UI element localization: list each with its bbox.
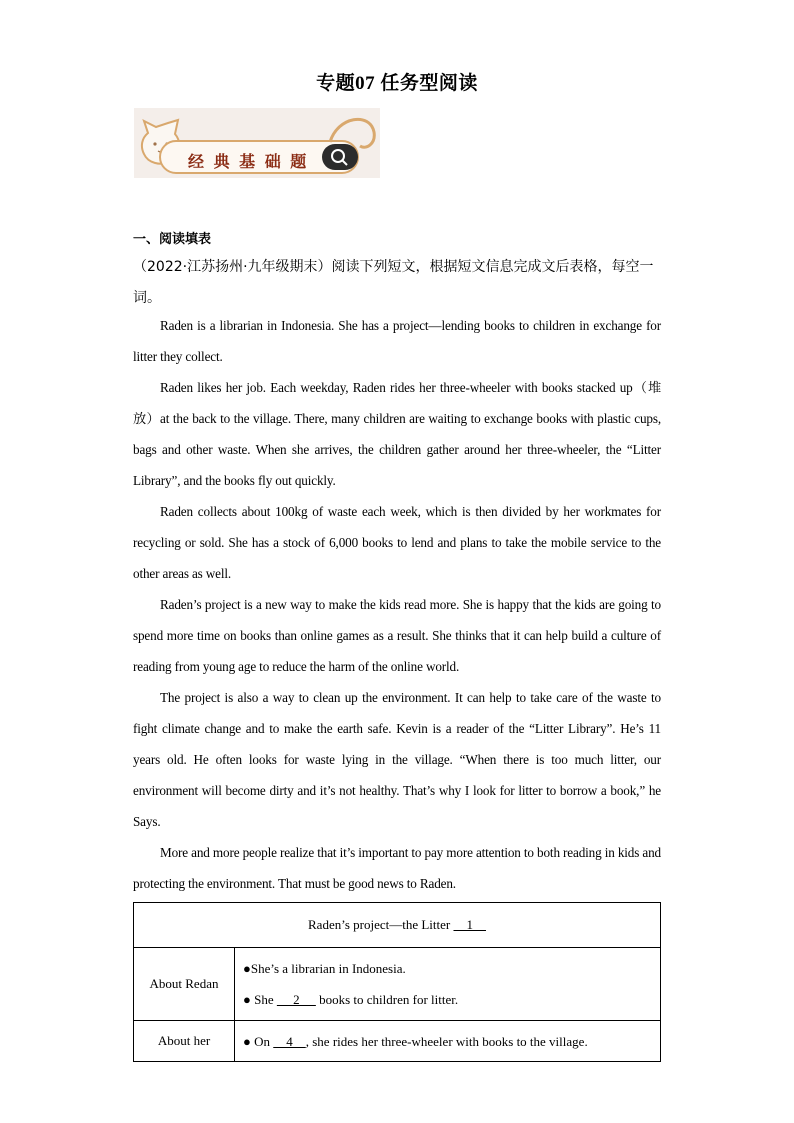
- paragraph: Raden likes her job. Each weekday, Raden rides her three-wheeler with books stacked up（堆放）at the back to the village. There, many children are waiting to exchange books with plastic cups, bags and other waste. When she arrives, the children gather around her three-wheeler, the “Litter Library”, and the books fly out quickly.: [133, 380, 661, 488]
- paragraph: The project is also a way to clean up the environment. It can help to take care of the waste to fight climate change and to make the earth safe. Kevin is a reader of the “Litter Library”. He’s 11 years old. He often looks for waste lying in the village. “When there is too much litter, our environment will become dirty and it’s not healthy. That’s why I look for litter to borrow a book,” he Says.: [133, 690, 661, 829]
- source-instructions: （2022·江苏扬州·九年级期末）阅读下列短文，根据短文信息完成文后表格，每空一词。: [133, 259, 654, 306]
- table-row: [134, 903, 661, 948]
- banner-graphic: [134, 108, 380, 178]
- line-text: ● On: [243, 1033, 274, 1049]
- page-title: 专题07 任务型阅读: [316, 73, 478, 94]
- table-caption: [134, 903, 661, 948]
- row-label: About her: [134, 1021, 235, 1062]
- paragraph: Raden collects about 100kg of waste each week, which is then divided by her workmates for recycling or sold. She has a stock of 6,000 books to lend and plans to take the mobile service to the other areas as well.: [133, 504, 661, 581]
- row-label: About Redan: [134, 948, 235, 1021]
- line-text: , she rides her three-wheeler with books to the village.: [305, 1033, 588, 1049]
- table-row: [134, 1021, 661, 1062]
- section-heading: 一、阅读填表: [133, 232, 212, 247]
- caption-text: Raden’s project—the Litter: [308, 917, 454, 932]
- blank-2[interactable]: 2: [276, 992, 316, 1007]
- bullet-line: ●She’s a librarian in Indonesia.: [243, 961, 406, 976]
- reading-passage: [133, 310, 661, 899]
- line-text: books to children for litter.: [315, 992, 459, 1007]
- blank-1[interactable]: 1: [453, 917, 486, 932]
- bullet-line: [243, 984, 659, 1015]
- paragraph: Raden is a librarian in Indonesia. She has a project—lending books to children in exchange for litter they collect.: [133, 318, 661, 364]
- row-content: [235, 948, 661, 1021]
- line-text: ● She: [243, 992, 277, 1007]
- table-row: [134, 948, 661, 1021]
- paragraph: Raden’s project is a new way to make the kids read more. She is happy that the kids are going to spend more time on books than online games as a result. She thinks that it can help build a culture of reading from young age to reduce the harm of the online world.: [133, 597, 661, 674]
- row-content: [235, 1021, 661, 1062]
- paragraph: More and more people realize that it’s important to pay more attention to both reading in kids and protecting the environment. That must be good news to Raden.: [133, 845, 661, 891]
- blank-4[interactable]: 4: [273, 1033, 306, 1049]
- banner-label: 经 典 基 础 题: [188, 152, 309, 171]
- answer-table: [133, 902, 661, 1062]
